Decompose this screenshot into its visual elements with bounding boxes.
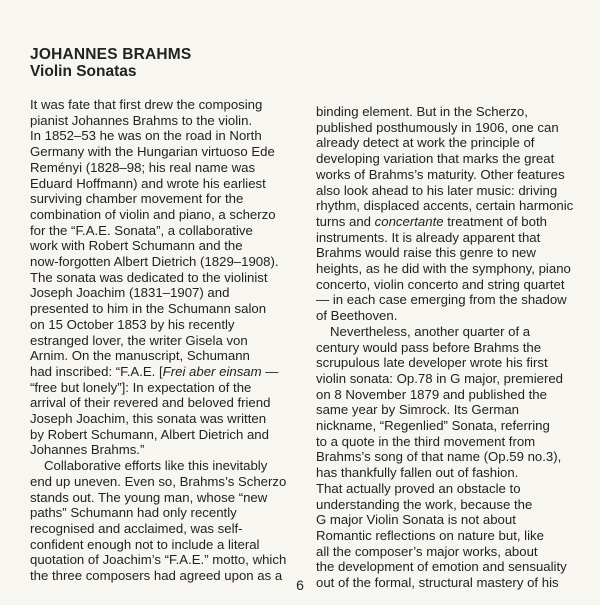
text-line: [30, 348, 302, 364]
text-segment: also look ahead to his later music: driving: [316, 182, 558, 198]
text-line: [30, 160, 302, 176]
text-line: [316, 434, 588, 450]
text-line: [316, 559, 588, 575]
text-line: [30, 176, 302, 192]
text-segment: same year by Simrock. Its German: [316, 402, 519, 418]
text-segment: It was fate that first drew the composing: [30, 97, 263, 112]
text-line: [316, 230, 588, 246]
text-segment: already detect at work the principle of: [316, 135, 535, 151]
text-line: [316, 340, 588, 356]
text-line: [316, 371, 588, 387]
text-segment: In 1852–53 he was on the road in North: [30, 128, 262, 144]
text-line: [316, 183, 588, 199]
text-line: [30, 490, 302, 506]
text-segment: Joseph Joachim, this sonata was written: [30, 411, 267, 427]
text-segment: by Robert Schumann, Albert Dietrich and: [30, 426, 269, 442]
text-line: [316, 198, 588, 214]
text-line: [30, 427, 302, 443]
text-segment: arrival of their revered and beloved friend: [30, 395, 271, 411]
italic-phrase: concertante: [374, 213, 444, 229]
text-segment: on 15 October 1853 by his recently: [30, 316, 235, 332]
text-line: [30, 411, 302, 427]
text-line: [316, 261, 588, 277]
text-segment: end up uneven. Even so, Brahms’s Scherzo: [30, 473, 287, 489]
text-segment: rhythm, displaced accents, certain harmonic: [316, 198, 574, 214]
text-segment: instruments. It is already apparent that: [316, 229, 541, 245]
text-segment: nickname, “Regenlied” Sonata, referring: [316, 418, 550, 434]
text-segment: understanding the work, because the: [316, 496, 533, 512]
text-segment: all the composer’s major works, about: [316, 543, 538, 559]
text-line: [316, 135, 588, 151]
text-segment: Nevertheless, another quarter of a: [330, 323, 531, 339]
text-segment: scrupulous late developer wrote his first: [316, 355, 548, 371]
text-line: [316, 151, 588, 167]
text-line: [30, 191, 302, 207]
text-segment: G major Violin Sonata is not about: [316, 512, 516, 528]
text-segment: The sonata was dedicated to the violinist: [30, 269, 268, 285]
text-segment: Collaborative efforts like this inevitably: [44, 458, 268, 474]
text-segment: presented to him in the Schumann salon: [30, 301, 267, 317]
text-segment: combination of violin and piano, a scherzo: [30, 206, 276, 222]
text-line: [316, 120, 588, 136]
page-number: 6: [296, 577, 304, 593]
text-line: [30, 364, 302, 380]
text-segment: had inscribed: “F.A.E. [: [30, 363, 163, 379]
text-line: [316, 355, 588, 371]
text-segment: confident enough not to include a literal: [30, 536, 260, 552]
text-line: [316, 418, 588, 434]
text-line: [30, 537, 302, 553]
text-segment: —: [261, 363, 279, 379]
text-line: [316, 324, 588, 340]
text-segment: the three composers had agreed upon as a: [30, 568, 283, 584]
text-line: [316, 544, 588, 560]
text-segment: for the “F.A.E. Sonata”, a collaborative: [30, 222, 253, 238]
text-line: [316, 292, 588, 308]
text-line: [30, 395, 302, 411]
work-title: Violin Sonatas: [30, 63, 137, 80]
text-line: [316, 402, 588, 418]
text-segment: Romantic reflections on nature but, like: [316, 527, 544, 543]
text-segment: published posthumously in 1906, one can: [316, 119, 559, 135]
text-segment: work with Robert Schumann and the: [30, 238, 243, 254]
text-segment: has thankfully fallen out of fashion.: [316, 465, 519, 481]
text-line: [30, 207, 302, 223]
text-line: [30, 521, 302, 537]
text-segment: Reményi (1828–98; his real name was: [30, 159, 256, 175]
text-segment: of Beethoven.: [316, 308, 398, 324]
italic-phrase: Frei aber einsam: [162, 363, 262, 379]
text-line: [316, 104, 588, 120]
text-segment: out of the formal, structural mastery of his: [316, 575, 559, 591]
text-segment: stands out. The young man, whose “new: [30, 489, 268, 505]
text-line: [316, 512, 588, 528]
text-line: [316, 481, 588, 497]
text-line: [30, 505, 302, 521]
text-segment: works of Brahms’s maturity. Other features: [316, 166, 565, 182]
right-text-column: [316, 104, 588, 591]
text-segment: Brahms would raise this genre to new: [316, 245, 536, 261]
text-line: [30, 317, 302, 333]
text-segment: the development of emotion and sensuality: [316, 559, 567, 575]
text-line: [30, 442, 302, 458]
left-text-column: [30, 97, 302, 584]
text-line: [316, 497, 588, 513]
text-segment: century would pass before Brahms the: [316, 339, 542, 355]
text-segment: heights, as he did with the symphony, piano: [316, 261, 571, 277]
text-line: [30, 144, 302, 160]
text-line: [30, 474, 302, 490]
text-line: [30, 552, 302, 568]
text-segment: “free but lonely”]: In expectation of the: [30, 379, 252, 395]
text-segment: quotation of Joachim’s “F.A.E.” motto, which: [30, 552, 287, 568]
text-segment: now-forgotten Albert Dietrich (1829–1908).: [30, 254, 279, 270]
text-line: [30, 128, 302, 144]
text-segment: pianist Johannes Brahms to the violin.: [30, 112, 253, 128]
text-segment: Germany with the Hungarian virtuoso Ede: [30, 144, 275, 160]
text-line: [316, 387, 588, 403]
text-segment: concerto, violin concerto and string quartet: [316, 276, 565, 292]
text-line: [316, 214, 588, 230]
text-line: [30, 458, 302, 474]
text-segment: Arnim. On the manuscript, Schumann: [30, 348, 250, 364]
text-line: [30, 301, 302, 317]
text-segment: — in each case emerging from the shadow: [316, 292, 567, 308]
text-line: [316, 277, 588, 293]
text-line: [30, 113, 302, 129]
text-line: [30, 223, 302, 239]
text-line: [316, 308, 588, 324]
text-segment: paths” Schumann had only recently: [30, 505, 237, 521]
text-line: [30, 285, 302, 301]
text-segment: Brahms’s song of that name (Op.59 no.3),: [316, 449, 562, 465]
text-line: [30, 270, 302, 286]
text-segment: binding element. But in the Scherzo,: [316, 104, 528, 119]
text-segment: violin sonata: Op.78 in G major, premiered: [316, 370, 564, 386]
text-line: [30, 380, 302, 396]
text-segment: Joseph Joachim (1831–1907) and: [30, 285, 230, 301]
text-line: [316, 449, 588, 465]
page-header: [30, 46, 191, 80]
text-segment: on 8 November 1879 and published the: [316, 386, 547, 402]
text-segment: recognised and acclaimed, was self-: [30, 520, 243, 536]
text-segment: estranged lover, the writer Gisela von: [30, 332, 248, 348]
text-segment: developing variation that marks the great: [316, 151, 555, 167]
text-line: [316, 167, 588, 183]
text-segment: That actually proved an obstacle to: [316, 480, 521, 496]
text-segment: turns and: [316, 213, 375, 229]
text-line: [316, 528, 588, 544]
text-segment: Eduard Hoffmann) and wrote his earliest: [30, 175, 266, 191]
text-segment: to a quote in the third movement from: [316, 433, 536, 449]
text-segment: surviving chamber movement for the: [30, 191, 244, 207]
text-line: [30, 97, 302, 113]
text-line: [30, 333, 302, 349]
text-line: [30, 254, 302, 270]
text-line: [316, 245, 588, 261]
text-line: [30, 238, 302, 254]
text-segment: treatment of both: [443, 213, 547, 229]
text-line: [316, 465, 588, 481]
text-segment: Johannes Brahms.”: [30, 442, 145, 458]
composer-title: JOHANNES BRAHMS: [30, 46, 192, 63]
